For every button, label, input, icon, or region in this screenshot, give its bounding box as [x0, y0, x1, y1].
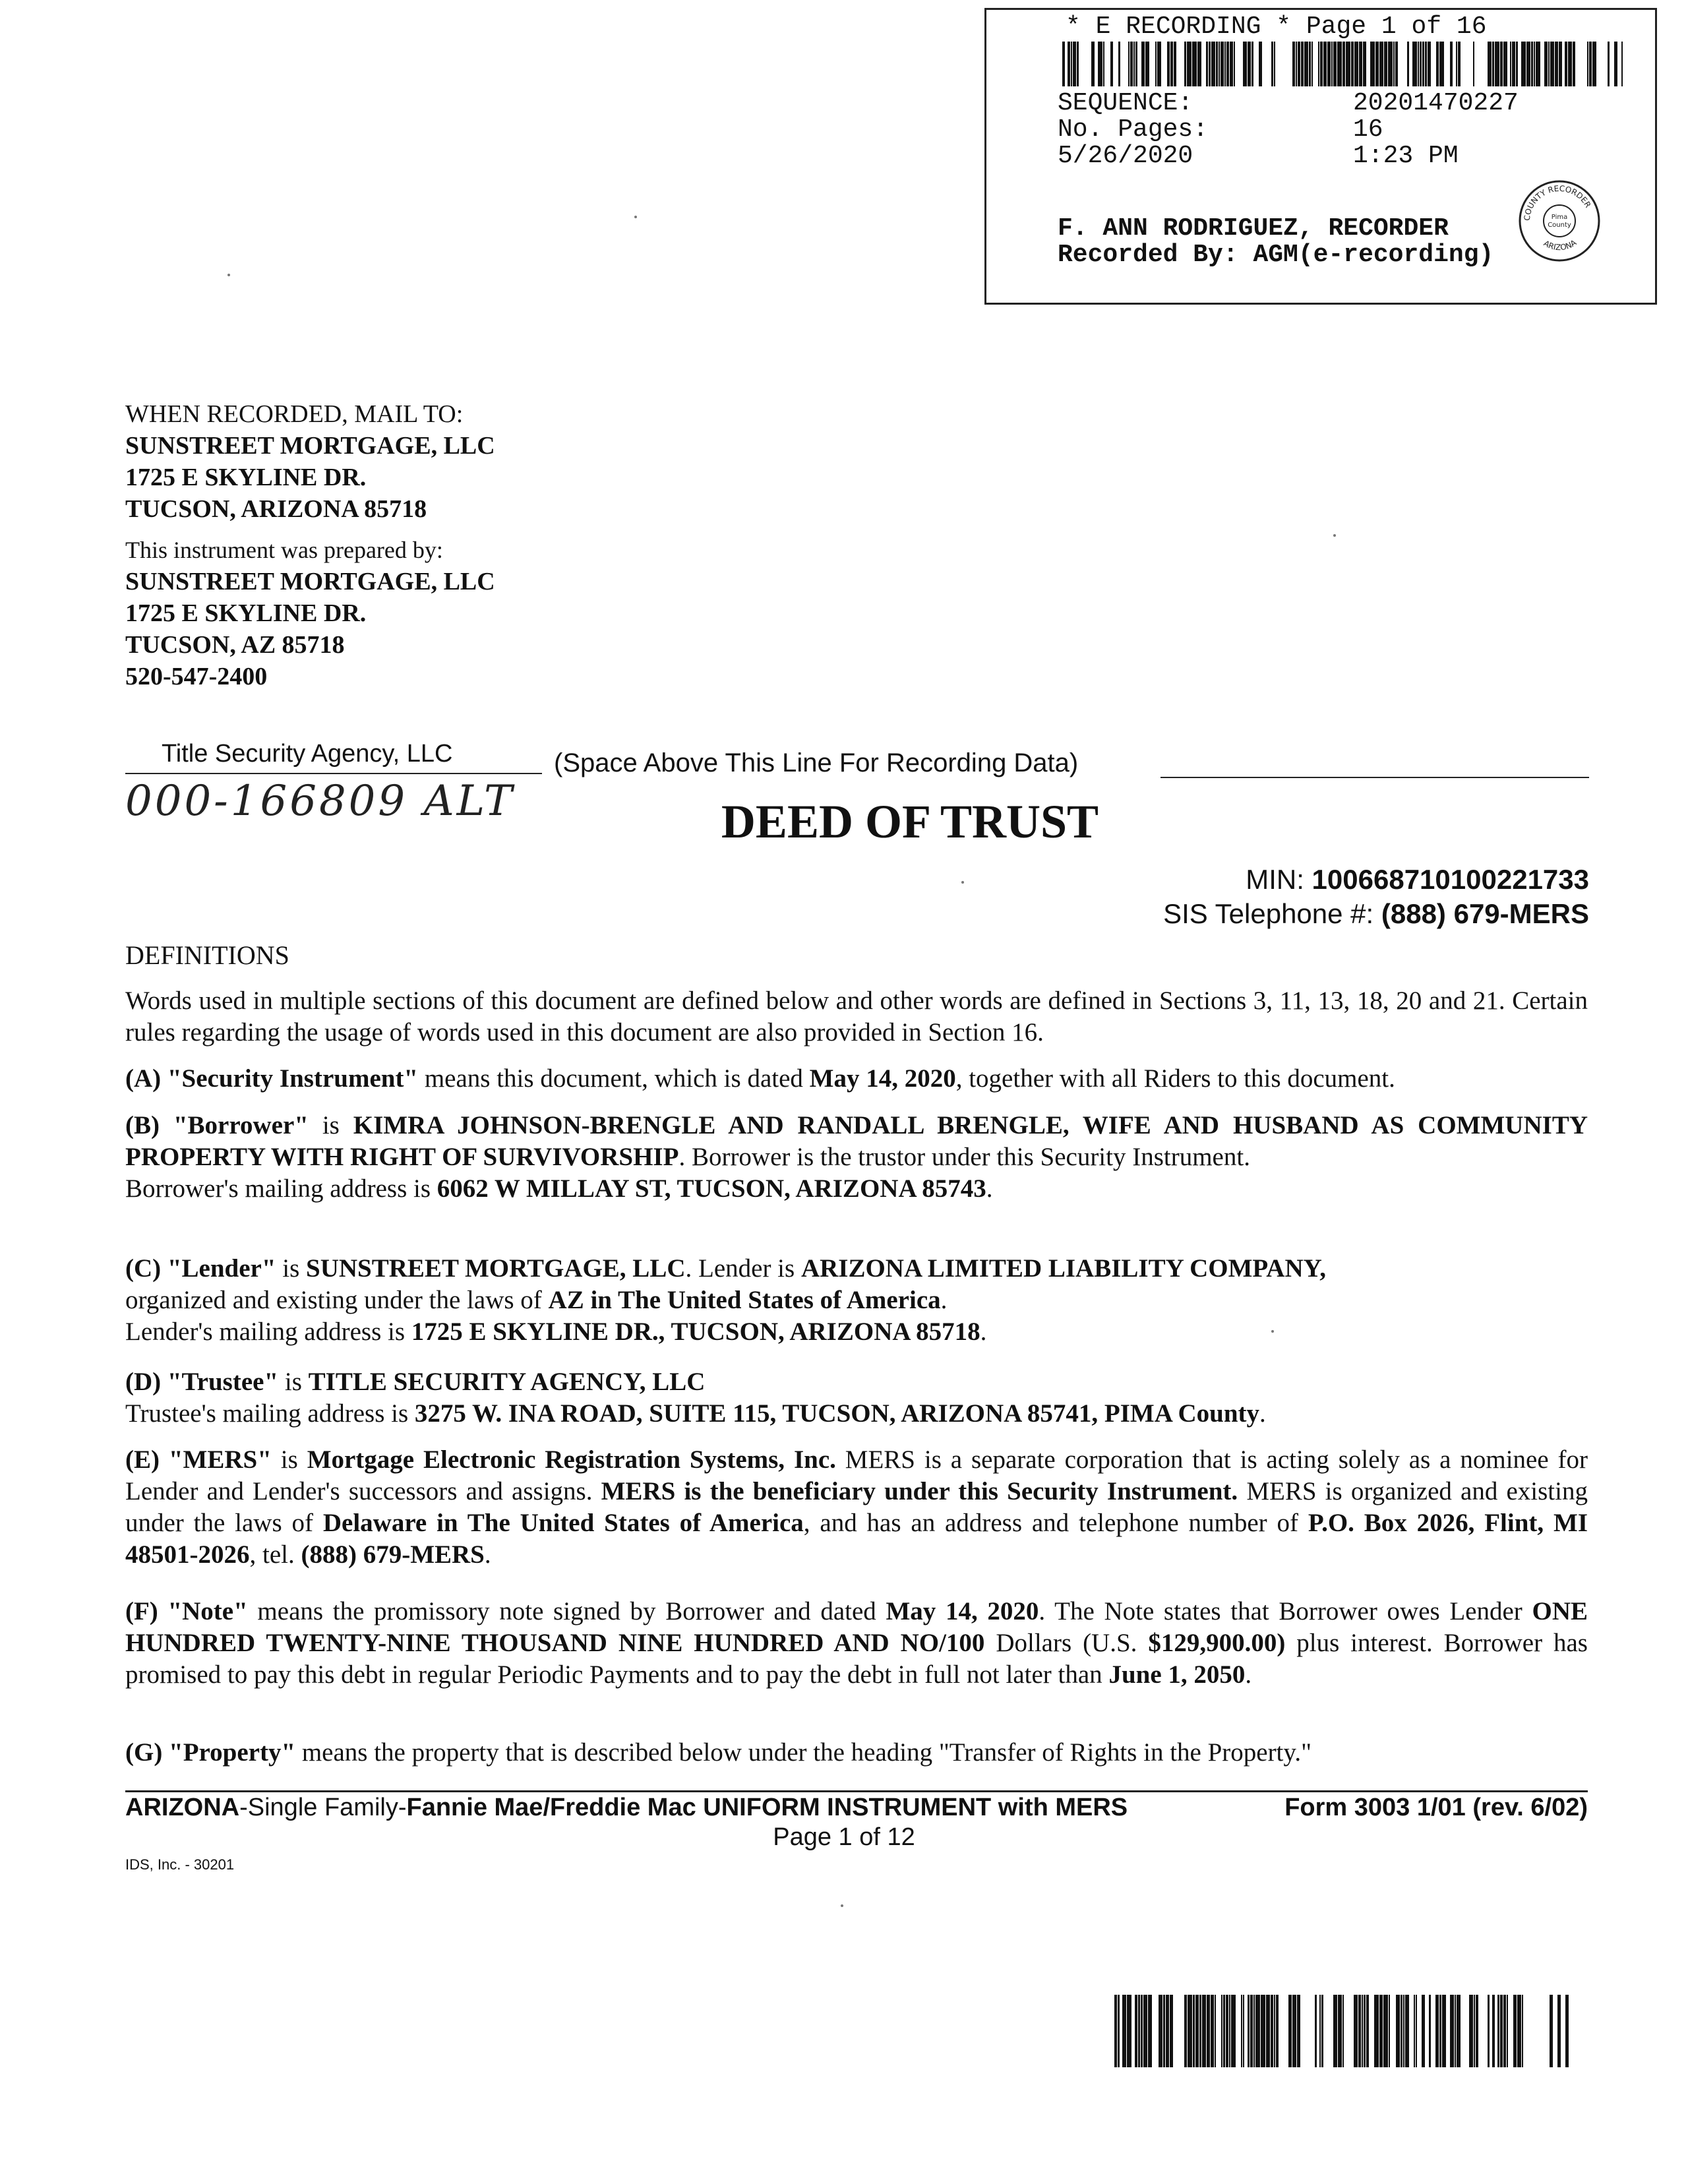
barcode-bar [1241, 1995, 1242, 2067]
barcode-bar [1250, 1995, 1253, 2067]
recorder-name: F. ANN RODRIGUEZ, RECORDER [1058, 214, 1449, 243]
prepared-by-line-3: TUCSON, AZ 85718 [125, 631, 345, 659]
barcode-bar [1077, 42, 1079, 86]
county-recorder-seal-icon [1517, 178, 1602, 264]
barcode-bar [1184, 42, 1186, 86]
barcode-bar [1416, 1995, 1417, 2067]
sequence-value: 20201470227 [1353, 89, 1519, 117]
barcode-bar [1435, 1995, 1439, 2067]
divider [125, 773, 542, 774]
barcode-bar [1215, 1995, 1216, 2067]
barcode-bar [1192, 42, 1197, 86]
barcode-bar [1174, 42, 1176, 86]
svg-text:ARIZONA: ARIZONA [1542, 237, 1579, 253]
barcode-bar [1492, 1995, 1495, 2067]
barcode-bar [1379, 1995, 1383, 2067]
barcode-bar [1393, 42, 1395, 86]
mail-to-line-2: 1725 E SKYLINE DR. [125, 464, 367, 491]
barcode-bar [1342, 42, 1345, 86]
barcode-bar [1216, 42, 1218, 86]
barcode-bar [1170, 1995, 1173, 2067]
barcode-bar [1251, 42, 1253, 86]
title-company-stamp: Title Security Agency, LLC [162, 740, 453, 768]
sis-line: SIS Telephone #: (888) 679-MERS [1163, 898, 1589, 929]
barcode-bar [1401, 1995, 1402, 2067]
barcode-bar [1342, 1995, 1344, 2067]
barcode-bar [1304, 42, 1308, 86]
definition-e: (E) "MERS" is Mortgage Electronic Registration Systems, Inc. MERS is a separate corporation that is acting solely as a nominee for Lender and Lender's successors and assigns. MERS is the beneficiary under this Security Instrument. MERS is organized and existing under the laws of Delaware in The United States of America, and has an address and telephone number of P.O. Box 2026, Flint, MI 48501-2026, tel. (888) 679-MERS. [125, 1445, 1588, 1569]
barcode-bar [1548, 42, 1550, 86]
barcode-bar [1473, 42, 1474, 86]
barcode-bar [1266, 1995, 1270, 2067]
prepared-by-line-2: 1725 E SKYLINE DR. [125, 599, 367, 627]
barcode-bar [1195, 1995, 1199, 2067]
barcode-bar [1320, 42, 1323, 86]
barcode-bar [1135, 42, 1137, 86]
mail-to-line-3: TUCSON, ARIZONA 85718 [125, 495, 427, 523]
barcode-bar [1193, 1995, 1195, 2067]
barcode-bar [1114, 1995, 1117, 2067]
barcode-bar [1550, 42, 1554, 86]
barcode-bar [1118, 1995, 1120, 2067]
recording-header: * E RECORDING * Page 1 of 16 [1066, 13, 1487, 41]
barcode-bar [1230, 42, 1233, 86]
barcode-bar [1495, 42, 1499, 86]
barcode-bar [1062, 42, 1065, 86]
barcode-bar [1309, 42, 1311, 86]
scan-speck [841, 1904, 843, 1907]
scan-speck [1333, 534, 1336, 537]
mail-to-line-1: SUNSTREET MORTGAGE, LLC [125, 432, 495, 460]
barcode-bar [1513, 1995, 1517, 2067]
barcode-bar [1128, 42, 1130, 86]
barcode-bar [1155, 42, 1157, 86]
barcode-bar [1103, 42, 1104, 86]
barcode-bar [1331, 42, 1333, 86]
recording-date: 5/26/2020 [1058, 142, 1193, 170]
barcode-bar [1276, 1995, 1279, 2067]
barcode-bar [1163, 1995, 1165, 2067]
barcode-bar [1589, 42, 1592, 86]
barcode-bar [1488, 1995, 1490, 2067]
barcode-bar [1534, 42, 1535, 86]
barcode-bar [1366, 1995, 1369, 2067]
barcode-bar [1231, 1995, 1236, 2067]
barcode-bar [1474, 1995, 1475, 2067]
barcode-bar [1248, 1995, 1250, 2067]
barcode-bar [1457, 1995, 1461, 2067]
barcode-bar [1138, 1995, 1140, 2067]
definition-c: (C) "Lender" is SUNSTREET MORTGAGE, LLC. Lender is ARIZONA LIMITED LIABILITY COMPANY, organized and existing under the laws of AZ in The United States of America. Lender's mailing address is 1725 E SKYLINE DR., TUCSON, ARIZONA 85718. [125, 1254, 1326, 1346]
recording-time: 1:23 PM [1353, 142, 1459, 170]
barcode-bar [1565, 42, 1567, 86]
barcode-bar [1439, 42, 1444, 86]
barcode-bar [1211, 42, 1215, 86]
form-number: Form 3003 1/01 (rev. 6/02) [1284, 1794, 1588, 1821]
barcode-bar [1559, 42, 1562, 86]
barcode-bar [1223, 1995, 1225, 2067]
barcode-bar [1557, 1995, 1561, 2067]
min-line: MIN: 100668710100221733 [1246, 864, 1589, 895]
barcode-bar [1292, 42, 1295, 86]
barcode-bar [1298, 42, 1300, 86]
prepared-by-label: This instrument was prepared by: [125, 537, 443, 563]
barcode-bar [1288, 1995, 1292, 2067]
barcode-bar [1318, 42, 1319, 86]
barcode-bar [1292, 1995, 1296, 2067]
barcode-bar [1500, 1995, 1503, 2067]
barcode-bar [1375, 42, 1379, 86]
barcode-bar [1592, 42, 1596, 86]
barcode-bar [1143, 1995, 1147, 2067]
barcode-bar [1550, 1995, 1553, 2067]
barcode-bar [1248, 42, 1251, 86]
barcode-bar [1555, 42, 1558, 86]
barcode-bar [1396, 1995, 1400, 2067]
barcode-bar [1333, 1995, 1337, 2067]
barcode-bar [1301, 42, 1304, 86]
definitions-intro: Words used in multiple sections of this document are defined below and other words are defined in Sections 3, 11, 13, 18, 20 and 21. Certain rules regarding the usage of words used in this document are also provided in Section 16. [125, 986, 1588, 1046]
recorded-by: Recorded By: AGM(e-recording) [1058, 241, 1494, 269]
barcode-bar [1521, 42, 1526, 86]
barcode-bar [1488, 42, 1492, 86]
barcode-bar [1358, 1995, 1361, 2067]
barcode-bar [1436, 42, 1439, 86]
barcode-bar [1229, 1995, 1230, 2067]
barcode-bar [1497, 1995, 1499, 2067]
definition-a: (A) "Security Instrument" means this document, which is dated May 14, 2020, together with all Riders to this document. [125, 1064, 1395, 1093]
barcode-bar [1297, 1995, 1300, 2067]
barcode-bar [1414, 1995, 1415, 2067]
barcode-bar [1333, 42, 1337, 86]
barcode-bar [1255, 1995, 1260, 2067]
barcode-bar [1226, 1995, 1228, 2067]
barcode-bar [1422, 1995, 1425, 2067]
barcode-bar [1420, 42, 1422, 86]
barcode-bar [1568, 42, 1572, 86]
svg-text:COUNTY RECORDER: COUNTY RECORDER [1522, 183, 1593, 222]
barcode-bar [1206, 42, 1208, 86]
barcode-bar [1565, 1995, 1569, 2067]
barcode-bar [1429, 1995, 1431, 2067]
barcode-bar [1167, 42, 1170, 86]
barcode-bar [1296, 42, 1297, 86]
barcode-bar [1374, 1995, 1379, 2067]
barcode-bar [1274, 42, 1275, 86]
barcode-bar [1145, 42, 1149, 86]
barcode-bar [1587, 42, 1588, 86]
barcode-bar [1141, 42, 1145, 86]
barcode-bar [1573, 42, 1575, 86]
barcode-bar [1202, 1995, 1206, 2067]
barcode-bar [1544, 42, 1548, 86]
barcode-bar [1516, 42, 1518, 86]
barcode-bar [1130, 42, 1133, 86]
min-block [1163, 863, 1589, 931]
ids-code: IDS, Inc. - 30201 [125, 1856, 235, 1873]
barcode-bar [1362, 1995, 1363, 2067]
barcode-bar [1211, 1995, 1214, 2067]
barcode-bar [1226, 42, 1229, 86]
barcode-bar [1364, 1995, 1366, 2067]
barcode-bar [1456, 42, 1457, 86]
svg-text:Pima: Pima [1551, 214, 1568, 221]
barcode-bar [1135, 1995, 1137, 2067]
barcode-bar [1608, 42, 1610, 86]
barcode-bar [1327, 42, 1331, 86]
barcode-bar [1379, 42, 1383, 86]
barcode-bar [1319, 1995, 1321, 2067]
barcode-bar [1187, 42, 1191, 86]
scan-speck [634, 216, 637, 218]
mail-to-label: WHEN RECORDED, MAIL TO: [125, 400, 464, 428]
barcode-bar [1512, 42, 1515, 86]
barcode-bar [1450, 42, 1453, 86]
barcode-bar [1323, 42, 1327, 86]
barcode-bar [1412, 42, 1417, 86]
barcode-bar [1073, 42, 1076, 86]
barcode-bar [1536, 42, 1540, 86]
barcode-bar [1439, 1995, 1441, 2067]
barcode-bar [1346, 42, 1350, 86]
definition-g: (G) "Property" means the property that is described below under the heading "Transfer of Rights in the Property." [125, 1738, 1312, 1767]
sequence-label: SEQUENCE: [1058, 89, 1193, 117]
divider [1160, 777, 1589, 778]
barcode-bar [1259, 42, 1262, 86]
barcode-bar [1614, 42, 1617, 86]
barcode-bar [1188, 1995, 1192, 2067]
barcode-bar [1337, 42, 1342, 86]
barcode-bar [1388, 42, 1393, 86]
barcode-bar [1157, 42, 1161, 86]
barcode-bar [1510, 42, 1511, 86]
barcode-bar [1354, 1995, 1358, 2067]
barcode-bar [1221, 42, 1224, 86]
barcode-bar [1442, 1995, 1446, 2067]
barcode-bar [1455, 1995, 1456, 2067]
barcode-bar [1122, 1995, 1126, 2067]
barcode-bar [1315, 1995, 1317, 2067]
barcode-bar [1071, 42, 1072, 86]
barcode-bar [1219, 42, 1220, 86]
barcode-bar [1503, 42, 1507, 86]
scan-speck [227, 274, 230, 276]
barcode-bar [1166, 1995, 1169, 2067]
barcode-bar [1141, 1995, 1143, 2067]
barcode-bar [1407, 42, 1409, 86]
barcode-bar [1422, 42, 1424, 86]
barcode-bar [1500, 42, 1503, 86]
barcode-bar [1133, 42, 1135, 86]
definition-d: (D) "Trustee" is TITLE SECURITY AGENCY, LLC Trustee's mailing address is 3275 W. INA ROAD, SUITE 115, TUCSON, ARIZONA 85741, PIMA County. [125, 1368, 1266, 1428]
barcode-bar [1221, 1995, 1222, 2067]
barcode-bar [1428, 42, 1431, 86]
barcode-bar [1503, 1995, 1506, 2067]
barcode-bar [1321, 1995, 1323, 2067]
barcode-bar [1243, 1995, 1244, 2067]
barcode-bar [1148, 1995, 1152, 2067]
barcode-bar [1384, 42, 1387, 86]
barcode-bar [1098, 42, 1102, 86]
form-description: ARIZONA-Single Family-Fannie Mae/Freddie Mac UNIFORM INSTRUMENT with MERS [125, 1794, 1128, 1821]
barcode-bar [1253, 1995, 1255, 2067]
barcode-bar [1207, 1995, 1210, 2067]
barcode-bar [1118, 42, 1120, 86]
barcode-bar [1243, 42, 1247, 86]
barcode-bar [1224, 42, 1226, 86]
barcode-bar [1068, 42, 1070, 86]
barcode-bar [1261, 1995, 1265, 2067]
barcode-bar [1271, 42, 1273, 86]
barcode-bar [1170, 42, 1173, 86]
barcode-bar [1359, 42, 1362, 86]
scan-speck [1271, 1330, 1274, 1333]
document-title: DEED OF TRUST [721, 795, 1099, 848]
definitions-heading: DEFINITIONS [125, 940, 289, 970]
footer-divider [125, 1790, 1588, 1792]
barcode-bar [1403, 1995, 1404, 2067]
barcode-bar [1351, 42, 1354, 86]
barcode-bar [1507, 1995, 1508, 2067]
barcode-bar [1091, 42, 1095, 86]
barcode-bar [1476, 1995, 1478, 2067]
barcode-bar [1469, 1995, 1473, 2067]
barcode-bar [1159, 1995, 1162, 2067]
barcode-bar [1383, 1995, 1388, 2067]
barcode-bar [1522, 1995, 1523, 2067]
scan-speck [961, 881, 964, 884]
prepared-by-phone: 520-547-2400 [125, 663, 268, 690]
barcode-bar [1209, 42, 1211, 86]
barcode-bar [1197, 42, 1201, 86]
barcode-bar [1311, 42, 1313, 86]
recording-stamp [984, 8, 1657, 305]
barcode-bar [1184, 1995, 1187, 2067]
prepared-by-line-1: SUNSTREET MORTGAGE, LLC [125, 568, 495, 595]
barcode-bar [1517, 1995, 1521, 2067]
barcode-bar [1458, 42, 1461, 86]
definition-b: (B) "Borrower" is KIMRA JOHNSON-BRENGLE AND RANDALL BRENGLE, WIFE AND HUSBAND AS COMMUNITY PROPERTY WITH RIGHT OF SURVIVORSHIP. Borrower is the trustor under this Security Instrument. Borrower's mailing address is 6062 W MILLAY ST, TUCSON, ARIZONA 85743. [125, 1111, 1588, 1203]
barcode-bar [1110, 42, 1113, 86]
barcode-bar [1389, 1995, 1390, 2067]
barcode-bar [1274, 1995, 1275, 2067]
page-number: Page 1 of 12 [773, 1823, 915, 1851]
handwritten-order-number: 000-166809 ALT [125, 777, 515, 826]
barcode-bar [1395, 42, 1398, 86]
barcode-bar [1526, 42, 1530, 86]
barcode-bar [1492, 42, 1494, 86]
space-above-note: (Space Above This Line For Recording Data) [554, 748, 1079, 777]
barcode-bar [1405, 1995, 1409, 2067]
barcode-bar [1363, 42, 1366, 86]
barcode-bar [1370, 42, 1375, 86]
pages-label: No. Pages: [1058, 115, 1209, 144]
svg-text:County: County [1548, 222, 1571, 229]
barcode-bar [1418, 42, 1419, 86]
barcode-bar [1450, 1995, 1454, 2067]
barcode-bar [1531, 42, 1533, 86]
barcode-bar [1234, 42, 1235, 86]
barcode-bar [1354, 42, 1358, 86]
barcode-bar [1199, 1995, 1201, 2067]
recording-barcode [1062, 42, 1626, 86]
barcode-bar [1127, 1995, 1131, 2067]
document-barcode [1114, 1995, 1576, 2067]
barcode-bar [1271, 1995, 1273, 2067]
definition-f: (F) "Note" means the promissory note signed by Borrower and dated May 14, 2020. The Note states that Borrower owes Lender ONE HUNDRED TWENTY-NINE THOUSAND NINE HUNDRED AND NO/100 Dollars (U.S. $129,900.00) plus interest. Borrower has promised to pay this debt in regular Periodic Payments and to pay the debt in full not later than June 1, 2050. [125, 1597, 1588, 1689]
pages-value: 16 [1353, 115, 1383, 144]
barcode-bar [1621, 42, 1623, 86]
barcode-bar [1338, 1995, 1342, 2067]
barcode-bar [1425, 42, 1427, 86]
